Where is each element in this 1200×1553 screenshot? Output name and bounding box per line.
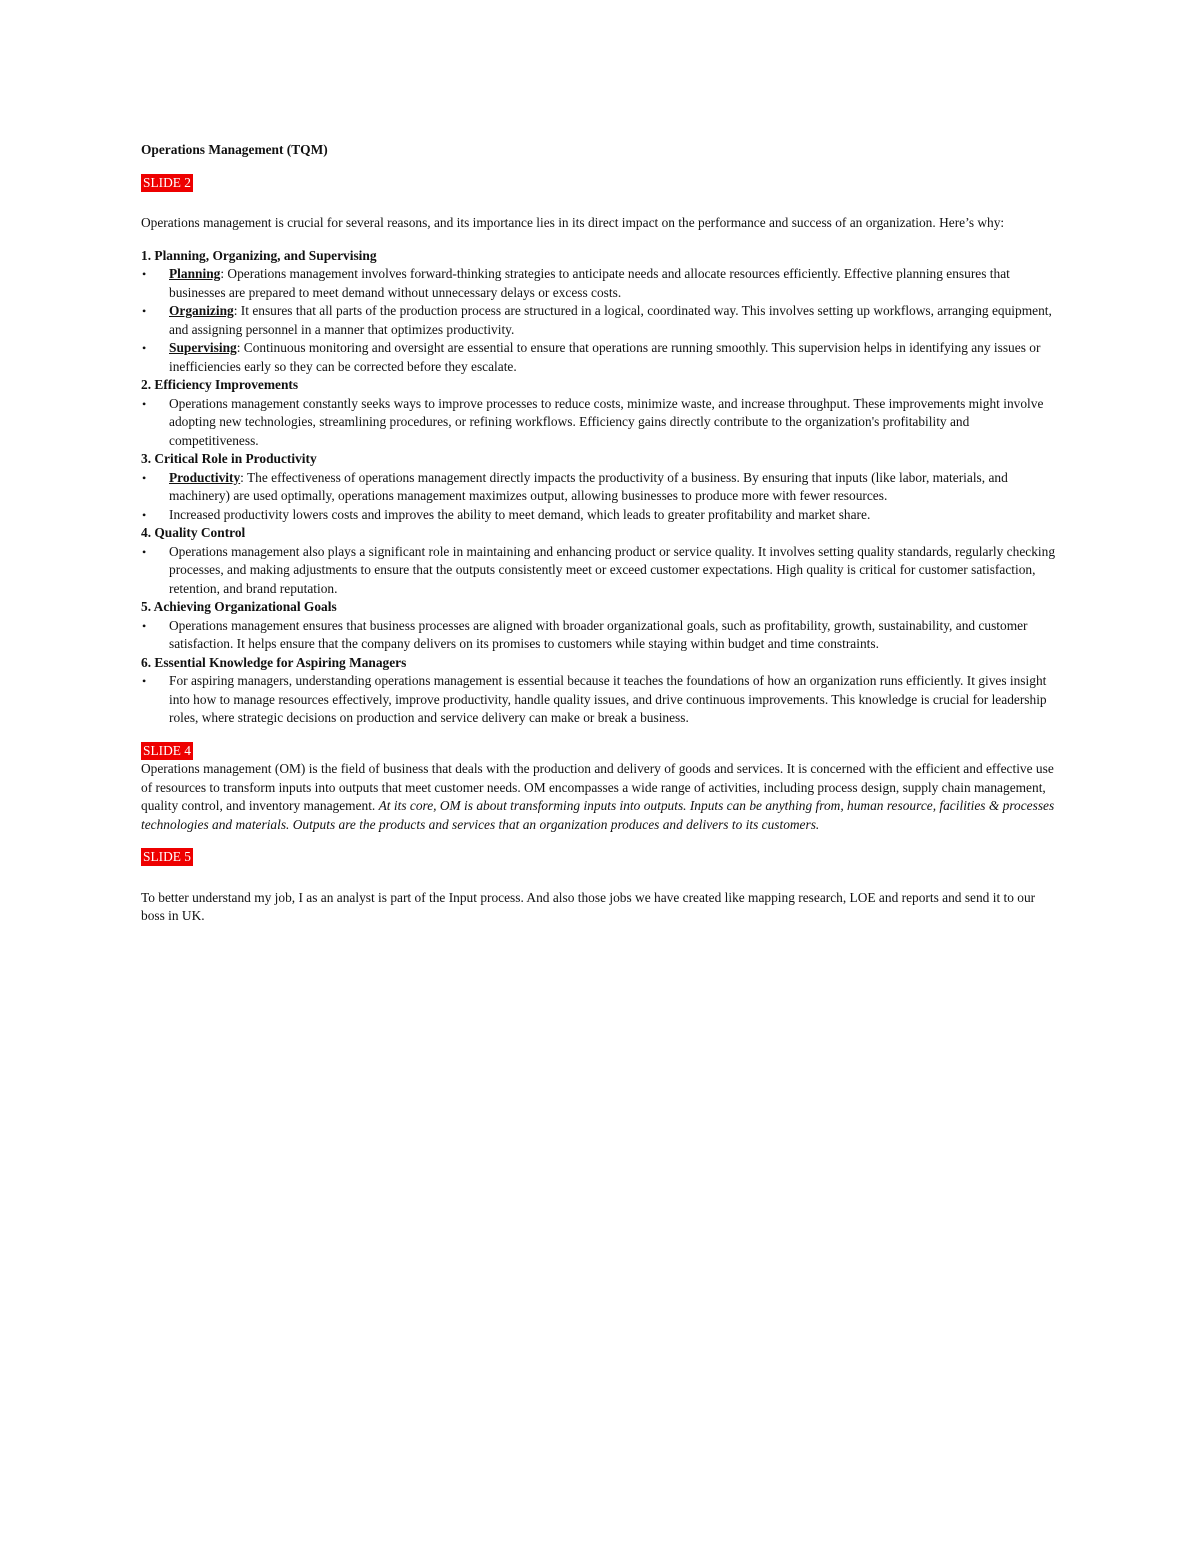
bullet-icon: •	[142, 544, 147, 559]
spacer	[141, 233, 1059, 247]
list-item	[141, 395, 1059, 451]
item-text: : Continuous monitoring and oversight are essential to ensure that operations are running smoothly. This supervision helps in identifying any issues or inefficiencies early so they can be corrected before they escalate.	[169, 340, 1041, 374]
bullet-icon: •	[142, 304, 147, 318]
bullet-icon: •	[142, 674, 147, 688]
intro-paragraph: Operations management is crucial for several reasons, and its importance lies in its direct impact on the performance and success of an organization. Here’s why:	[141, 215, 1005, 230]
bullet-icon: •	[142, 341, 147, 355]
section-heading-quality: 4. Quality Control	[141, 525, 246, 540]
list-item	[141, 506, 1059, 525]
spacer	[141, 867, 1059, 889]
document-page	[141, 141, 1059, 926]
spacer	[141, 834, 1059, 848]
item-text: : Operations management involves forward-thinking strategies to anticipate needs and allocate resources efficiently. Effective planning ensures that businesses are prepared to meet demand without unnecessary delays or excess costs.	[169, 266, 1010, 300]
slide-2-tag-line	[141, 174, 1059, 193]
term-label: Organizing	[169, 303, 234, 318]
term-label: Productivity	[169, 469, 241, 485]
item-text: Increased productivity lowers costs and improves the ability to meet demand, which leads to greater profitability and market share.	[169, 506, 871, 522]
item-text: : It ensures that all parts of the production process are structured in a logical, coordinated way. This involves setting up workflows, arranging equipment, and assigning personnel in a manner that optimizes productivity.	[169, 303, 1052, 337]
slide-4-italic-text: At its core, OM is about transforming inputs into outputs. Inputs can be anything from, human resource, facilities & processes technologies and materials. Outputs are the products and services that an organization produces and delivers to its customers.	[141, 798, 1055, 832]
bullet-icon: •	[142, 618, 147, 633]
list-item	[141, 672, 1059, 728]
slide-2-tag: SLIDE 2	[143, 174, 191, 190]
bullet-icon: •	[142, 507, 147, 522]
section-list-planning	[141, 265, 1059, 376]
list-item	[141, 617, 1059, 654]
slide-5-paragraph: To better understand my job, I as an analyst is part of the Input process. And also those jobs we have created like mapping research, LOE and reports and send it to our boss in UK.	[141, 889, 1036, 923]
section-list-efficiency	[141, 395, 1059, 451]
section-list-productivity	[141, 469, 1059, 525]
spacer	[141, 192, 1059, 214]
slide-4-paragraph	[141, 760, 1059, 834]
slide-4-tag: SLIDE 4	[143, 742, 191, 758]
section-list-managers	[141, 672, 1059, 728]
list-item	[141, 302, 1059, 339]
list-item	[141, 339, 1059, 376]
section-heading-efficiency: 2. Efficiency Improvements	[141, 377, 299, 392]
bullet-icon: •	[142, 396, 147, 411]
slide-4-text: Operations management (OM) is the field of business that deals with the production and delivery of goods and services. It is concerned with the efficient and effective use of resources to transform inputs into outputs that meet customer needs. OM encompasses a wide range of activities, including process design, supply chain management, quality control, and inventory management.	[141, 761, 1054, 813]
item-text: Operations management constantly seeks ways to improve processes to reduce costs, minimize waste, and increase throughput. These improvements might involve adopting new technologies, streamlining procedures, or refining workflows. Efficiency gains directly contribute to the organization's profitability and competitiveness.	[169, 395, 1044, 448]
slide-5-tag-line	[141, 848, 1059, 867]
item-text: Operations management ensures that business processes are aligned with broader organizational goals, such as profitability, growth, sustainability, and customer satisfaction. It helps ensure that the company delivers on its promises to customers while staying within budget and time constraints.	[169, 617, 1028, 651]
term-label: Planning	[169, 266, 221, 281]
section-heading-managers: 6. Essential Knowledge for Aspiring Managers	[141, 654, 407, 670]
item-text: Operations management also plays a significant role in maintaining and enhancing product or service quality. It involves setting quality standards, regularly checking processes, and making adjustments to ensure that the outputs consistently meet or exceed customer expectations. High quality is critical for customer satisfaction, retention, and brand reputation.	[169, 543, 1056, 596]
list-item	[141, 265, 1059, 302]
document-title: Operations Management (TQM)	[141, 142, 328, 157]
bullet-icon: •	[142, 267, 147, 281]
item-text: For aspiring managers, understanding operations management is essential because it teaches the foundations of how an organization runs efficiently. It gives insight into how to manage resources effectively, improve productivity, handle quality issues, and drive continuous improvements. This knowledge is crucial for leadership roles, where strategic decisions on production and service delivery can make or break a business.	[169, 673, 1047, 725]
item-text: : The effectiveness of operations management directly impacts the productivity of a business. By ensuring that inputs (like labor, materials, and machinery) are used optimally, operations management maximizes output, allowing businesses to produce more with fewer resources.	[169, 469, 1008, 503]
list-item	[141, 469, 1059, 506]
term-label: Supervising	[169, 340, 237, 355]
section-heading-productivity: 3. Critical Role in Productivity	[141, 451, 317, 466]
section-heading-planning: 1. Planning, Organizing, and Supervising	[141, 247, 377, 263]
bullet-icon: •	[142, 470, 147, 485]
section-list-quality	[141, 543, 1059, 599]
slide-5-tag: SLIDE 5	[143, 849, 191, 864]
section-heading-goals: 5. Achieving Organizational Goals	[141, 599, 337, 614]
list-item	[141, 543, 1059, 599]
slide-4-tag-line	[141, 742, 1059, 761]
section-list-goals	[141, 617, 1059, 654]
spacer	[141, 728, 1059, 742]
